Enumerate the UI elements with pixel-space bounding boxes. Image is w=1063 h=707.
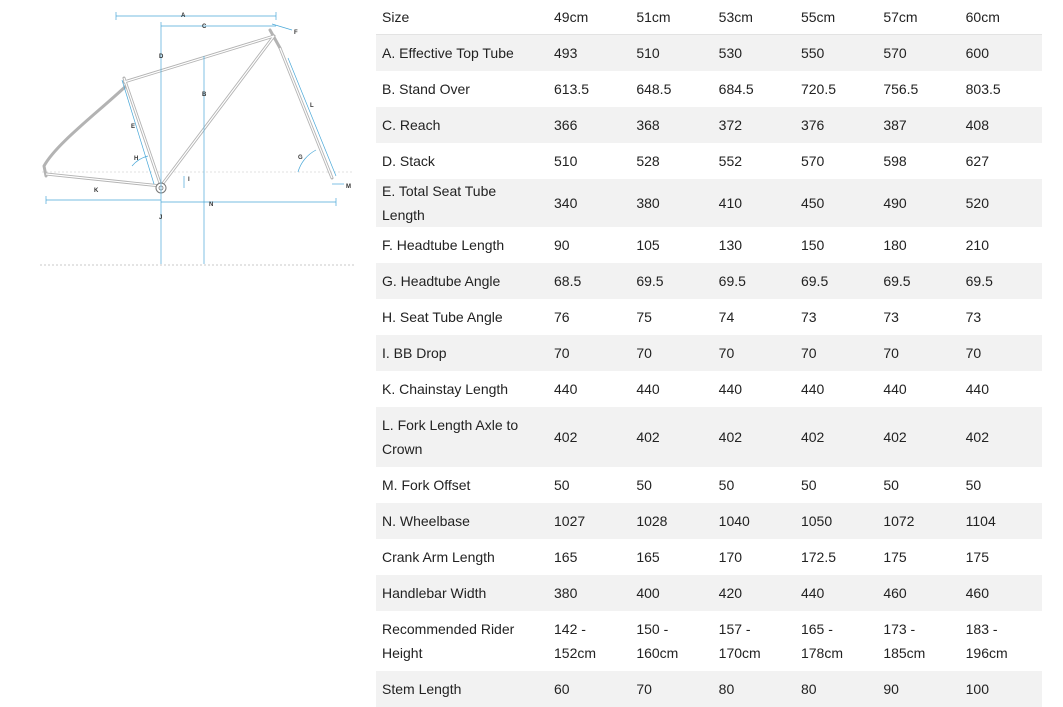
table-cell: 387 <box>877 107 959 143</box>
dim-label-e: E <box>131 124 135 130</box>
header-cell: Size <box>376 0 548 35</box>
table-cell: 684.5 <box>713 71 795 107</box>
table-cell: 613.5 <box>548 71 630 107</box>
header-cell: 57cm <box>877 0 959 35</box>
table-cell: 756.5 <box>877 71 959 107</box>
table-cell: 70 <box>877 335 959 371</box>
table-cell: 1104 <box>960 503 1042 539</box>
table-row <box>376 71 1042 107</box>
dim-label-h: H <box>134 156 138 162</box>
row-label: B. Stand Over <box>376 71 548 107</box>
table-cell: 69.5 <box>795 263 877 299</box>
table-cell: 74 <box>713 299 795 335</box>
dim-label-a: A <box>181 13 186 19</box>
table-cell: 510 <box>630 35 712 72</box>
table-row <box>376 503 1042 539</box>
table-cell: 402 <box>877 407 959 467</box>
header-row <box>376 0 1042 35</box>
table-cell: 598 <box>877 143 959 179</box>
table-cell: 510 <box>548 143 630 179</box>
table-cell: 172.5 <box>795 539 877 575</box>
table-cell: 402 <box>630 407 712 467</box>
table-cell: 1028 <box>630 503 712 539</box>
table-cell: 420 <box>713 575 795 611</box>
dim-label-g: G <box>298 155 303 161</box>
table-cell: 170 <box>713 539 795 575</box>
dimension-lines <box>46 12 344 264</box>
table-cell: 1027 <box>548 503 630 539</box>
table-cell: 50 <box>795 467 877 503</box>
table-row <box>376 335 1042 371</box>
table-row <box>376 299 1042 335</box>
row-label: H. Seat Tube Angle <box>376 299 548 335</box>
table-cell: 440 <box>795 575 877 611</box>
table-row <box>376 263 1042 299</box>
table-cell: 105 <box>630 227 712 263</box>
table-cell: 440 <box>795 371 877 407</box>
table-cell: 530 <box>713 35 795 72</box>
table-cell: 142 - 152cm <box>548 611 630 671</box>
table-cell: 570 <box>877 35 959 72</box>
table-cell: 76 <box>548 299 630 335</box>
table-cell: 460 <box>877 575 959 611</box>
table-row <box>376 407 1042 467</box>
header-cell: 49cm <box>548 0 630 35</box>
table-cell: 68.5 <box>548 263 630 299</box>
header-cell: 55cm <box>795 0 877 35</box>
table-cell: 402 <box>548 407 630 467</box>
table-row <box>376 611 1042 671</box>
table-row <box>376 227 1042 263</box>
geometry-table <box>376 0 1042 707</box>
table-cell: 90 <box>548 227 630 263</box>
table-cell: 60 <box>548 671 630 707</box>
table-cell: 440 <box>630 371 712 407</box>
table-cell: 552 <box>713 143 795 179</box>
table-cell: 570 <box>795 143 877 179</box>
table-cell: 50 <box>713 467 795 503</box>
row-label: E. Total Seat Tube Length <box>376 179 548 227</box>
table-cell: 520 <box>960 179 1042 227</box>
dim-label-b: B <box>202 92 207 98</box>
table-cell: 408 <box>960 107 1042 143</box>
table-cell: 210 <box>960 227 1042 263</box>
geometry-diagram <box>36 4 360 274</box>
table-row <box>376 35 1042 72</box>
table-cell: 440 <box>548 371 630 407</box>
row-label: C. Reach <box>376 107 548 143</box>
table-cell: 50 <box>548 467 630 503</box>
table-cell: 69.5 <box>630 263 712 299</box>
row-label: D. Stack <box>376 143 548 179</box>
table-cell: 366 <box>548 107 630 143</box>
table-cell: 70 <box>795 335 877 371</box>
table-cell: 440 <box>713 371 795 407</box>
table-cell: 372 <box>713 107 795 143</box>
table-cell: 50 <box>960 467 1042 503</box>
table-cell: 70 <box>548 335 630 371</box>
table-cell: 493 <box>548 35 630 72</box>
dim-label-i: I <box>188 177 190 183</box>
table-row <box>376 671 1042 707</box>
row-label: Recommended Rider Height <box>376 611 548 671</box>
table-row <box>376 575 1042 611</box>
row-label: Crank Arm Length <box>376 539 548 575</box>
table-cell: 340 <box>548 179 630 227</box>
table-row <box>376 371 1042 407</box>
table-cell: 175 <box>877 539 959 575</box>
table-cell: 440 <box>877 371 959 407</box>
table-cell: 73 <box>960 299 1042 335</box>
table-cell: 165 <box>548 539 630 575</box>
table-cell: 150 <box>795 227 877 263</box>
row-label: F. Headtube Length <box>376 227 548 263</box>
dim-label-j: J <box>159 215 162 221</box>
dim-label-f: F <box>294 30 298 36</box>
table-cell: 402 <box>713 407 795 467</box>
table-cell: 130 <box>713 227 795 263</box>
dim-label-m: M <box>346 184 351 190</box>
table-cell: 70 <box>960 335 1042 371</box>
table-cell: 70 <box>630 671 712 707</box>
table-cell: 368 <box>630 107 712 143</box>
header-cell: 53cm <box>713 0 795 35</box>
table-cell: 165 - 178cm <box>795 611 877 671</box>
row-label: Handlebar Width <box>376 575 548 611</box>
table-cell: 600 <box>960 35 1042 72</box>
dim-label-k: K <box>94 188 99 194</box>
header-cell: 60cm <box>960 0 1042 35</box>
bike-frame-drawing <box>36 4 360 274</box>
row-label: L. Fork Length Axle to Crown <box>376 407 548 467</box>
table-cell: 720.5 <box>795 71 877 107</box>
table-cell: 803.5 <box>960 71 1042 107</box>
table-cell: 150 - 160cm <box>630 611 712 671</box>
table-cell: 157 - 170cm <box>713 611 795 671</box>
table-cell: 402 <box>795 407 877 467</box>
table-cell: 50 <box>630 467 712 503</box>
table-body <box>376 35 1042 707</box>
table-cell: 460 <box>960 575 1042 611</box>
table-cell: 70 <box>713 335 795 371</box>
header-cell: 51cm <box>630 0 712 35</box>
dim-label-n: N <box>209 202 213 208</box>
table-cell: 69.5 <box>877 263 959 299</box>
table-cell: 402 <box>960 407 1042 467</box>
row-label: M. Fork Offset <box>376 467 548 503</box>
table-cell: 90 <box>877 671 959 707</box>
table-cell: 627 <box>960 143 1042 179</box>
frame-highlight <box>46 36 332 186</box>
table-row <box>376 107 1042 143</box>
table-cell: 410 <box>713 179 795 227</box>
table-cell: 528 <box>630 143 712 179</box>
table-cell: 80 <box>795 671 877 707</box>
table-cell: 180 <box>877 227 959 263</box>
table-cell: 183 - 196cm <box>960 611 1042 671</box>
table-cell: 380 <box>630 179 712 227</box>
table-cell: 380 <box>548 575 630 611</box>
row-label: Stem Length <box>376 671 548 707</box>
row-label: G. Headtube Angle <box>376 263 548 299</box>
table-cell: 550 <box>795 35 877 72</box>
table-cell: 165 <box>630 539 712 575</box>
dim-label-d: D <box>159 54 164 60</box>
table-cell: 490 <box>877 179 959 227</box>
table-row <box>376 179 1042 227</box>
row-label: I. BB Drop <box>376 335 548 371</box>
row-label: N. Wheelbase <box>376 503 548 539</box>
row-label: K. Chainstay Length <box>376 371 548 407</box>
table-cell: 1040 <box>713 503 795 539</box>
table-cell: 1072 <box>877 503 959 539</box>
table-cell: 100 <box>960 671 1042 707</box>
table-cell: 400 <box>630 575 712 611</box>
seatstay <box>44 86 126 176</box>
frame <box>44 30 332 186</box>
table-cell: 450 <box>795 179 877 227</box>
table-cell: 376 <box>795 107 877 143</box>
table-cell: 173 - 185cm <box>877 611 959 671</box>
table-cell: 175 <box>960 539 1042 575</box>
table-row <box>376 143 1042 179</box>
row-label: A. Effective Top Tube <box>376 35 548 72</box>
table-cell: 50 <box>877 467 959 503</box>
table-row <box>376 467 1042 503</box>
table-cell: 70 <box>630 335 712 371</box>
dim-label-l: L <box>310 103 314 109</box>
table-row <box>376 539 1042 575</box>
table-cell: 440 <box>960 371 1042 407</box>
table-cell: 1050 <box>795 503 877 539</box>
table-cell: 648.5 <box>630 71 712 107</box>
dim-label-c: C <box>202 24 207 30</box>
table-cell: 75 <box>630 299 712 335</box>
table-cell: 73 <box>795 299 877 335</box>
table-cell: 73 <box>877 299 959 335</box>
table-cell: 69.5 <box>713 263 795 299</box>
table-cell: 80 <box>713 671 795 707</box>
table-cell: 69.5 <box>960 263 1042 299</box>
